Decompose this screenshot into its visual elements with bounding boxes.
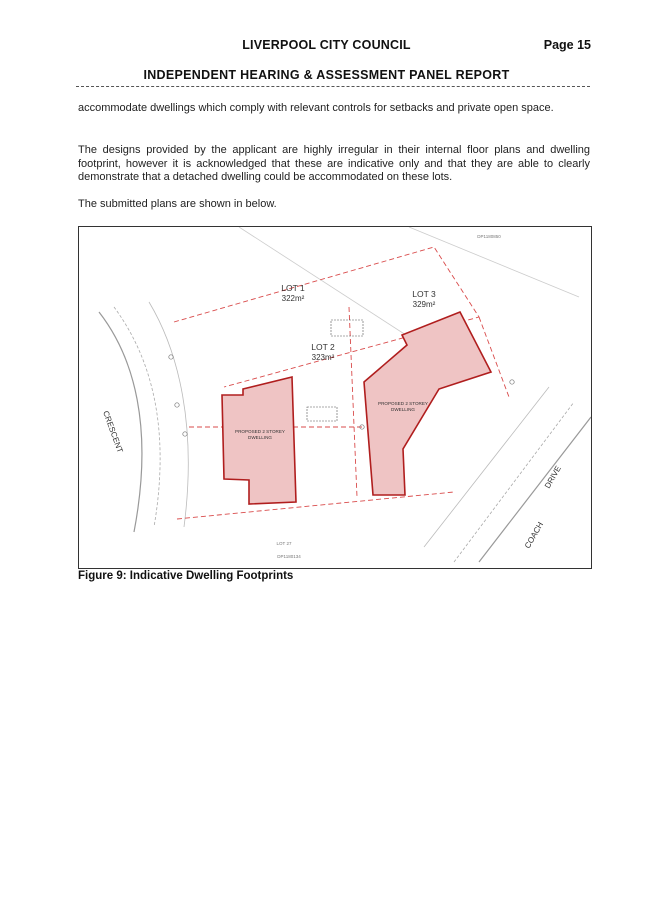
- survey-mark: [169, 355, 173, 359]
- crescent-kerb-inner: [114, 307, 160, 527]
- dp-bottom-label: DP1180134: [277, 554, 301, 559]
- street-label-coach: COACH: [522, 520, 546, 550]
- crescent-boundary: [149, 302, 188, 527]
- site-plan-figure: [78, 226, 592, 569]
- top-boundary-faint: [239, 227, 409, 337]
- lot2-3-divider: [349, 307, 357, 497]
- setback-box: [307, 407, 337, 421]
- site-plan-drawing: [79, 227, 591, 568]
- paragraph-3: The submitted plans are shown in below.: [78, 198, 277, 210]
- survey-mark: [510, 380, 514, 384]
- header-divider: [76, 86, 590, 87]
- lot3-area: 329m²: [412, 300, 436, 309]
- street-label-crescent: CRESCENT: [101, 409, 125, 455]
- dwelling-right-label-2: DWELLING: [391, 407, 415, 412]
- council-name: LIVERPOOL CITY COUNCIL: [242, 38, 411, 52]
- survey-mark: [183, 432, 187, 436]
- lot1-label: LOT 1: [281, 283, 305, 293]
- dwelling-footprint-left: [222, 377, 296, 504]
- lot3-label: LOT 3: [412, 289, 436, 299]
- paragraph-2: The designs provided by the applicant are highly irregular in their internal floor plans and dwelling footprint, however it is acknowledged that these are indicative only and that they are able to clearly demonstrate that a detached dwelling could be accommodated on these lots.: [78, 144, 590, 183]
- coach-drive-boundary: [424, 387, 549, 547]
- lot27-label: LOT 27: [276, 541, 292, 546]
- lot1-area: 322m²: [281, 294, 305, 303]
- dwelling-left-label-1: PROPOSED 2 STOREY: [235, 429, 285, 434]
- figure-caption: Figure 9: Indicative Dwelling Footprints: [78, 570, 294, 582]
- lot2-label: LOT 2: [311, 342, 335, 352]
- street-label-drive: DRIVE: [542, 464, 563, 490]
- dwelling-left-label-2: DWELLING: [248, 435, 272, 440]
- coach-drive-kerb-2: [454, 402, 574, 562]
- paragraph-1: accommodate dwellings which comply with relevant controls for setbacks and private open space.: [78, 102, 554, 114]
- dwelling-right-label-1: PROPOSED 2 STOREY: [378, 401, 428, 406]
- survey-mark: [175, 403, 179, 407]
- lot-front-boundary: [177, 492, 454, 519]
- page-number: Page 15: [543, 38, 591, 52]
- page-header: [0, 38, 653, 56]
- dp-top-label: DP1180850: [477, 234, 501, 239]
- easement-box: [331, 320, 363, 336]
- lot2-area: 323m²: [311, 353, 335, 362]
- report-title: INDEPENDENT HEARING & ASSESSMENT PANEL REPORT: [143, 68, 510, 82]
